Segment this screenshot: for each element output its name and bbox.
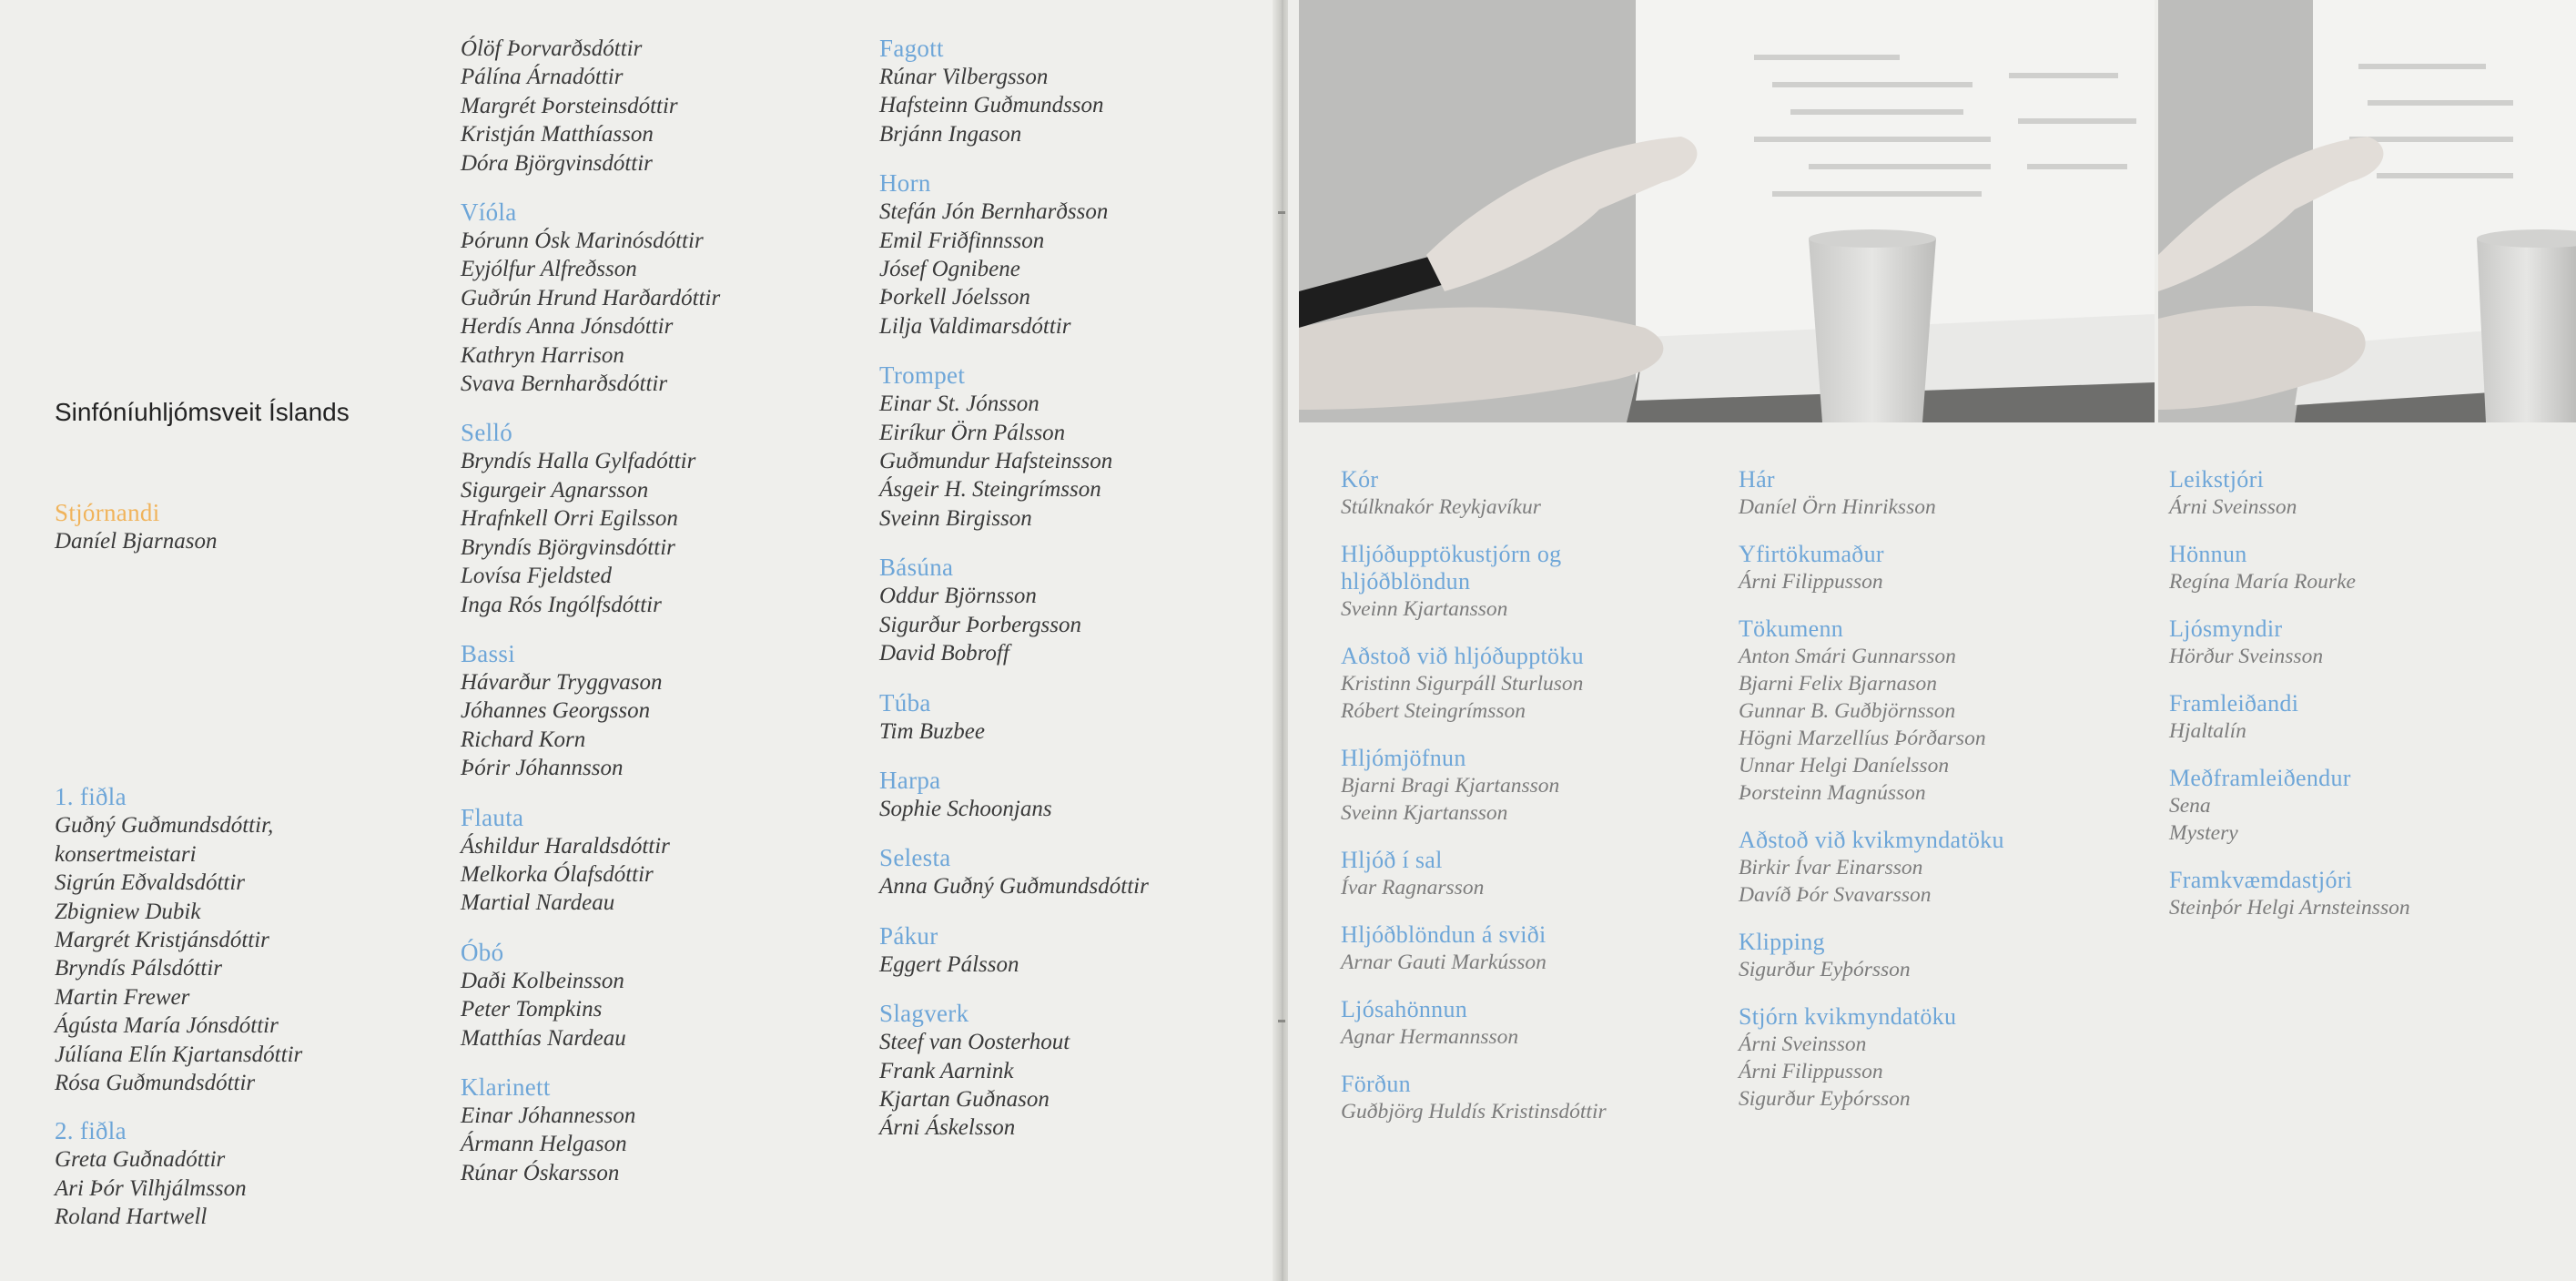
credit-name: David Bobroff bbox=[879, 641, 1009, 666]
credit-name: Eiríkur Örn Pálsson bbox=[879, 420, 1066, 445]
credits-column-left-1 bbox=[55, 499, 302, 1232]
section-heading: Pákur bbox=[879, 921, 938, 950]
section-heading: Hljóðupptökustjórn og hljóðblöndun bbox=[1341, 541, 1562, 595]
credit-section bbox=[461, 939, 720, 1052]
credit-section bbox=[1341, 847, 1641, 901]
credit-name: Sveinn Kjartansson bbox=[1341, 801, 1508, 825]
left-page bbox=[0, 0, 1279, 1281]
right-page bbox=[1288, 0, 2576, 1281]
section-heading: Klarinett bbox=[461, 1073, 551, 1101]
credit-name: Sigurður Þorbergsson bbox=[879, 612, 1082, 637]
credit-name: Martial Nardeau bbox=[461, 890, 615, 916]
section-heading: Leikstjóri bbox=[2169, 466, 2265, 493]
section-heading: Trompet bbox=[879, 361, 966, 390]
credit-section bbox=[1739, 541, 2004, 595]
credit-name: Tim Buzbee bbox=[879, 718, 985, 744]
credit-name: Brjánn Ingason bbox=[879, 121, 1022, 147]
credits-column-right-3 bbox=[2169, 466, 2410, 941]
credit-section bbox=[1341, 1071, 1641, 1125]
section-heading: Förðun bbox=[1341, 1071, 1411, 1097]
credit-name: Mystery bbox=[2169, 821, 2238, 845]
credit-name: Daníel Bjarnason bbox=[55, 529, 218, 554]
credit-name: Anton Smári Gunnarsson bbox=[1739, 645, 1956, 668]
credit-name: Unnar Helgi Daníelsson bbox=[1739, 754, 1950, 778]
credit-section bbox=[461, 804, 720, 918]
section-heading: Hljóðblöndun á sviði bbox=[1341, 921, 1547, 948]
credit-name: Róbert Steingrímsson bbox=[1341, 699, 1526, 723]
credit-name: Bjarni Felix Bjarnason bbox=[1739, 672, 1938, 696]
credit-name: Kjartan Guðnason bbox=[879, 1086, 1050, 1112]
section-heading: Klipping bbox=[1739, 929, 1825, 955]
credit-name: Steef van Oosterhout bbox=[879, 1030, 1070, 1055]
credit-name: Sigurður Eyþórsson bbox=[1739, 958, 1911, 981]
orchestra-title: Sinfóníuhljómsveit Íslands bbox=[55, 398, 350, 426]
section-heading: Básúna bbox=[879, 554, 954, 582]
section-heading: Kór bbox=[1341, 466, 1379, 493]
credit-name: Oddur Björnsson bbox=[879, 584, 1037, 609]
section-heading: Hönnun bbox=[2169, 541, 2247, 567]
credit-name: Árni Sveinsson bbox=[2169, 495, 2297, 519]
credit-name: Hjaltalín bbox=[2169, 719, 2246, 743]
credit-section bbox=[55, 783, 302, 1097]
credit-name: Frank Aarnink bbox=[879, 1058, 1014, 1083]
section-heading: Fagott bbox=[879, 35, 944, 62]
credit-section bbox=[55, 1117, 302, 1231]
credit-section bbox=[879, 35, 1149, 148]
section-heading: Selló bbox=[461, 419, 513, 447]
credit-section bbox=[879, 554, 1149, 667]
credit-section bbox=[2169, 765, 2410, 847]
credit-section bbox=[1739, 827, 2004, 909]
credit-name: Birkir Ívar Einarsson bbox=[1739, 856, 1923, 879]
section-heading: Framkvæmdastjóri bbox=[2169, 867, 2353, 893]
credit-name: Áshildur Haraldsdóttir bbox=[461, 833, 670, 859]
credit-name: Davíð Þór Svavarsson bbox=[1739, 883, 1932, 907]
credit-name: Hrafnkell Orri Egilsson bbox=[461, 506, 678, 532]
section-heading: Óbó bbox=[461, 938, 504, 966]
section-heading: Yfirtökumaður bbox=[1739, 541, 1884, 567]
section-heading: Slagverk bbox=[879, 1000, 969, 1028]
credit-name: Kathryn Harrison bbox=[461, 342, 624, 368]
section-heading: Hljóð í sal bbox=[1341, 847, 1443, 873]
credit-name: Sena bbox=[2169, 794, 2211, 818]
credit-name: Bryndís Björgvinsdóttir bbox=[461, 534, 675, 560]
section-heading: Aðstoð við hljóðupptöku bbox=[1341, 643, 1584, 669]
credit-name: Þorsteinn Magnússon bbox=[1739, 781, 1926, 805]
section-heading: Horn bbox=[879, 169, 931, 198]
credit-name: Árni Filippusson bbox=[1739, 1060, 1883, 1083]
credit-name: Herdís Anna Jónsdóttir bbox=[461, 314, 674, 340]
credit-name: Einar Jóhannesson bbox=[461, 1103, 636, 1128]
credit-name: Rúnar Óskarsson bbox=[461, 1160, 620, 1185]
credit-section bbox=[2169, 466, 2410, 521]
credit-name: Stefán Jón Bernharðsson bbox=[879, 199, 1109, 225]
credit-section bbox=[2169, 690, 2410, 745]
section-heading: Ljósmyndir bbox=[2169, 615, 2283, 642]
credit-name: Svava Bernharðsdóttir bbox=[461, 371, 668, 397]
fold-mark bbox=[1278, 211, 1285, 214]
credit-name: Margrét Kristjánsdóttir bbox=[55, 928, 269, 953]
credit-name: Sigurður Eyþórsson bbox=[1739, 1087, 1911, 1111]
credit-name: Hávarður Tryggvason bbox=[461, 669, 663, 695]
credit-name: Kristinn Sigurpáll Sturluson bbox=[1341, 672, 1584, 696]
credit-section bbox=[461, 198, 720, 398]
credit-name: Margrét Þorsteinsdóttir bbox=[461, 93, 678, 118]
section-heading: Túba bbox=[879, 688, 931, 717]
credit-section bbox=[1341, 921, 1641, 976]
credit-name: Ólöf Þorvarðsdóttir bbox=[461, 36, 643, 61]
credit-name: Lovísa Fjeldsted bbox=[461, 564, 612, 589]
section-heading: Hljómjöfnun bbox=[1341, 745, 1466, 771]
credit-section bbox=[879, 844, 1149, 900]
credit-section bbox=[879, 689, 1149, 746]
credit-name: Þórir Jóhannsson bbox=[461, 756, 624, 781]
credit-name: Sophie Schoonjans bbox=[879, 796, 1052, 821]
credit-name: Eggert Pálsson bbox=[879, 951, 1019, 977]
section-heading: Tökumenn bbox=[1739, 615, 1844, 642]
section-heading: Flauta bbox=[461, 803, 524, 831]
credit-name: Guðmundur Hafsteinsson bbox=[879, 449, 1113, 474]
credit-section bbox=[1739, 929, 2004, 983]
credit-name: Lilja Valdimarsdóttir bbox=[879, 313, 1071, 339]
credit-section bbox=[461, 640, 720, 783]
credit-section bbox=[1739, 615, 2004, 807]
credit-section bbox=[879, 767, 1149, 823]
photo-hands-cup-crop bbox=[2158, 0, 2576, 422]
credit-name: Sigrún Eðvaldsdóttir bbox=[55, 870, 246, 896]
credit-name: Daði Kolbeinsson bbox=[461, 968, 624, 993]
credit-name: Steinþór Helgi Arnsteinsson bbox=[2169, 896, 2410, 920]
section-heading: Aðstoð við kvikmyndatöku bbox=[1739, 827, 2004, 853]
credit-name: Sigurgeir Agnarsson bbox=[461, 477, 649, 503]
credit-name: Bryndís Pálsdóttir bbox=[55, 956, 223, 981]
credit-name: Inga Rós Ingólfsdóttir bbox=[461, 592, 662, 617]
credit-name: Zbigniew Dubik bbox=[55, 899, 201, 924]
section-heading: Bassi bbox=[461, 639, 516, 667]
credit-name: Arnar Gauti Markússon bbox=[1341, 951, 1547, 974]
credit-name: Kristján Matthíasson bbox=[461, 122, 654, 147]
section-heading: 1. fiðla bbox=[55, 783, 127, 811]
credit-name: Regína María Rourke bbox=[2169, 570, 2356, 594]
credit-name: Bjarni Bragi Kjartansson bbox=[1341, 774, 1560, 798]
credit-name: Þorkell Jóelsson bbox=[879, 285, 1030, 310]
credit-name: Guðný Guðmundsdóttir, bbox=[55, 813, 274, 839]
section-heading: Selesta bbox=[879, 844, 951, 872]
credit-name: Árni Áskelsson bbox=[879, 1115, 1016, 1141]
section-heading: Víóla bbox=[461, 198, 517, 227]
credit-name: Ari Þór Vilhjálmsson bbox=[55, 1175, 247, 1201]
credit-section bbox=[2169, 615, 2410, 670]
credit-section bbox=[461, 419, 720, 618]
credit-name: Richard Korn bbox=[461, 727, 586, 752]
credit-section bbox=[879, 169, 1149, 341]
credit-name: Rúnar Vilbergsson bbox=[879, 65, 1049, 89]
section-heading: Ljósahönnun bbox=[1341, 996, 1468, 1022]
credit-section bbox=[2169, 867, 2410, 921]
credit-name: Rósa Guðmundsdóttir bbox=[55, 1071, 256, 1096]
credit-section bbox=[1341, 996, 1641, 1051]
credit-name: Sveinn Birgisson bbox=[879, 505, 1032, 531]
credit-section bbox=[1341, 643, 1641, 725]
credit-name: Pálína Árnadóttir bbox=[461, 65, 624, 90]
credit-section bbox=[2169, 541, 2410, 595]
credit-section bbox=[1341, 745, 1641, 827]
credits-column-right-1 bbox=[1341, 466, 1641, 1145]
credit-name: Melkorka Ólafsdóttir bbox=[461, 861, 654, 887]
credit-name: Emil Friðfinnsson bbox=[879, 228, 1045, 253]
section-heading: Meðframleiðendur bbox=[2169, 765, 2351, 791]
section-heading: Harpa bbox=[879, 766, 941, 794]
credit-name: Guðbjörg Huldís Kristinsdóttir bbox=[1341, 1100, 1607, 1123]
credit-name: Eyjólfur Alfreðsson bbox=[461, 257, 637, 282]
credit-name: Jóhannes Georgsson bbox=[461, 698, 651, 724]
section-heading: Stjórnandi bbox=[55, 499, 160, 526]
credit-name: Dóra Björgvinsdóttir bbox=[461, 150, 653, 176]
credit-name: Ívar Ragnarsson bbox=[1341, 876, 1485, 900]
credit-name: Anna Guðný Guðmundsdóttir bbox=[879, 874, 1149, 900]
credit-name: Ásgeir H. Steingrímsson bbox=[879, 477, 1101, 503]
credit-name: Jósef Ognibene bbox=[879, 257, 1020, 282]
credit-name: Gunnar B. Guðbjörnsson bbox=[1739, 699, 1956, 723]
credit-name: Sveinn Kjartansson bbox=[1341, 597, 1508, 621]
credit-section bbox=[55, 499, 302, 555]
credit-section bbox=[461, 1073, 720, 1187]
credit-name: konsertmeistari bbox=[55, 841, 197, 867]
credit-name: Martin Frewer bbox=[55, 984, 190, 1010]
section-heading: 2. fiðla bbox=[55, 1117, 127, 1145]
credit-section bbox=[879, 922, 1149, 979]
credit-section bbox=[1341, 466, 1641, 521]
credit-name: Bryndís Halla Gylfadóttir bbox=[461, 449, 696, 474]
credit-name: Ármann Helgason bbox=[461, 1132, 627, 1157]
credit-section bbox=[1739, 1003, 2004, 1113]
credit-name: Einar St. Jónsson bbox=[879, 391, 1040, 417]
credit-name: Ágústa María Jónsdóttir bbox=[55, 1013, 279, 1039]
credit-name: Daníel Örn Hinriksson bbox=[1739, 495, 1936, 519]
fold-mark bbox=[1278, 1020, 1285, 1022]
credit-name: Júlíana Elín Kjartansdóttir bbox=[55, 1042, 303, 1067]
credit-name: Matthías Nardeau bbox=[461, 1025, 626, 1051]
credits-column-left-3 bbox=[879, 35, 1149, 1164]
credit-section bbox=[879, 1000, 1149, 1143]
credits-column-left-2 bbox=[461, 35, 720, 1208]
section-heading: Framleiðandi bbox=[2169, 690, 2299, 717]
credit-name: Stúlknakór Reykjavíkur bbox=[1341, 495, 1541, 519]
credit-name: Agnar Hermannsson bbox=[1341, 1025, 1519, 1049]
credit-name: Högni Marzellíus Þórðarson bbox=[1739, 727, 1986, 750]
credit-section bbox=[1341, 541, 1641, 623]
section-heading: Stjórn kvikmyndatöku bbox=[1739, 1003, 1957, 1030]
credit-name: Árni Filippusson bbox=[1739, 570, 1883, 594]
credit-name: Guðrún Hrund Harðardóttir bbox=[461, 285, 721, 310]
credit-name: Árni Sveinsson bbox=[1739, 1032, 1867, 1056]
credits-column-right-2 bbox=[1739, 466, 2004, 1133]
photo-hands-cup bbox=[1299, 0, 2155, 422]
credit-name: Peter Tompkins bbox=[461, 997, 603, 1022]
credit-name: Roland Hartwell bbox=[55, 1205, 208, 1230]
credit-section bbox=[461, 35, 720, 178]
credit-name: Þórunn Ósk Marinósdóttir bbox=[461, 229, 704, 254]
credit-section bbox=[1739, 466, 2004, 521]
credit-name: Hafsteinn Guðmundsson bbox=[879, 93, 1104, 118]
credit-name: Hörður Sveinsson bbox=[2169, 645, 2324, 668]
section-heading: Hár bbox=[1739, 466, 1775, 493]
credit-name: Greta Guðnadóttir bbox=[55, 1147, 226, 1173]
credit-section bbox=[879, 361, 1149, 533]
